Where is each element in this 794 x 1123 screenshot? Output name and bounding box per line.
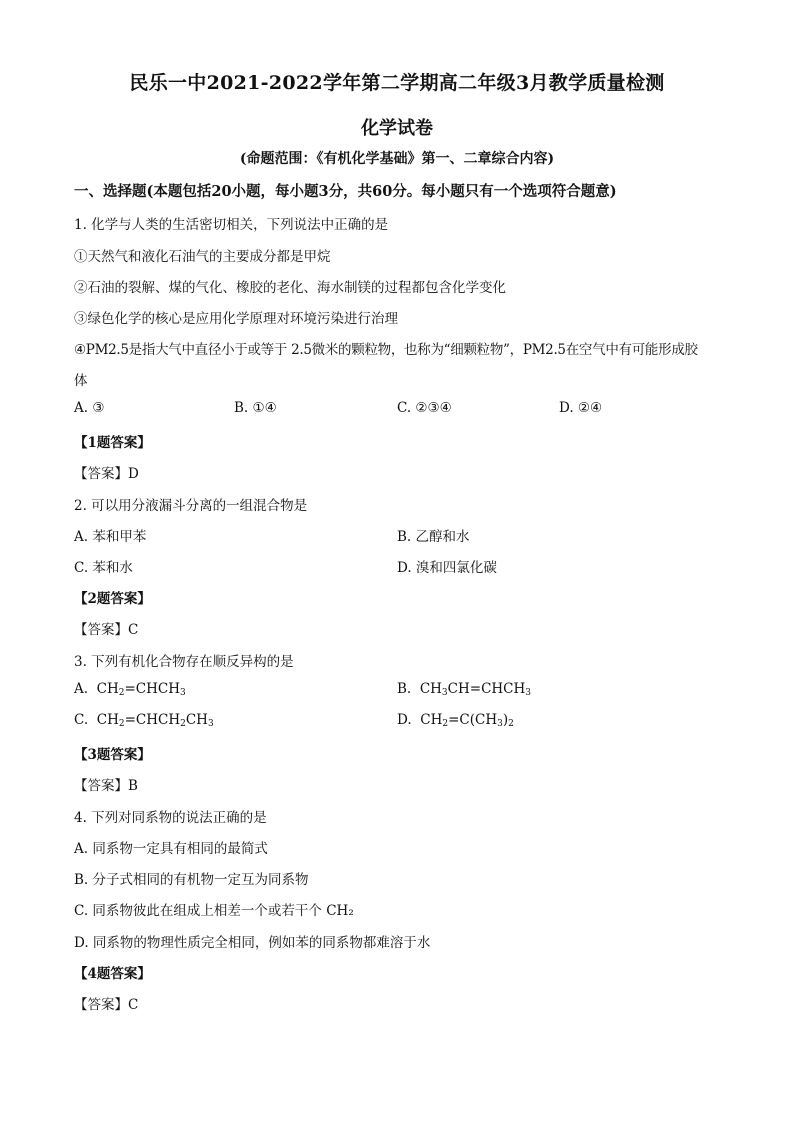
q2-answer: 【答案】C [74, 622, 139, 638]
q4-option-b: B. 分子式相同的有机物一定互为同系物 [74, 872, 309, 888]
q1-option-a: A. ③ [74, 400, 105, 416]
section-heading: 一、选择题(本题包括20小题，每小题3分，共60分。每小题只有一个选项符合题意) [74, 183, 617, 200]
q4-stem: 4. 下列对同系物的说法正确的是 [74, 810, 267, 826]
exam-subtitle: 化学试卷 [361, 118, 433, 139]
q2-option-d: D. 溴和四氯化碳 [397, 560, 497, 576]
q1-stem: 1. 化学与人类的生活密切相关，下列说法中正确的是 [74, 217, 389, 233]
q3-option-d: D. $CH_2=C(CH_3)_2$ [397, 712, 514, 729]
q1-statement-1: ①天然气和液化石油气的主要成分都是甲烷 [74, 249, 331, 265]
q3-answer-heading: 【3题答案】 [74, 747, 151, 763]
q1-statement-3: ③绿色化学的核心是应用化学原理对环境污染进行治理 [74, 311, 398, 327]
q1-statement-4: ④PM2.5是指大气中直径小于或等于 2.5微米的颗粒物，也称为“细颗粒物”，PM2.5在空气中有可能形成胶 [74, 342, 698, 358]
exam-range: (命题范围：《有机化学基础》第一、二章综合内容) [239, 151, 555, 167]
q2-answer-heading: 【2题答案】 [74, 591, 151, 607]
q3-option-c: C. $CH_2=CHCH_2CH_3$ [74, 712, 214, 729]
q2-option-a: A. 苯和甲苯 [74, 529, 147, 545]
q3-answer: 【答案】B [74, 778, 138, 794]
q2-option-b: B. 乙醇和水 [397, 529, 470, 545]
q1-statement-2: ②石油的裂解、煤的气化、橡胶的老化、海水制镁的过程都包含化学变化 [74, 280, 506, 296]
exam-title: 民乐一中2021-2022学年第二学期高二年级3月教学质量检测 [129, 72, 665, 94]
q4-option-a: A. 同系物一定具有相同的最简式 [74, 841, 268, 857]
q3-stem: 3. 下列有机化合物存在顺反异构的是 [74, 654, 294, 670]
q4-answer: 【答案】C [74, 997, 139, 1013]
q1-statement-4-cont: 体 [74, 373, 88, 389]
q3-option-b: B. $CH_3CH=CHCH_3$ [397, 681, 532, 698]
q1-option-d: D. ②④ [559, 400, 603, 416]
q1-option-c: C. ②③④ [397, 400, 452, 416]
q2-stem: 2. 可以用分液漏斗分离的一组混合物是 [74, 498, 308, 514]
q3-option-a: A. $CH_2=CHCH_3$ [74, 681, 186, 698]
q2-option-c: C. 苯和水 [74, 560, 133, 576]
q4-option-d: D. 同系物的物理性质完全相同，例如苯的同系物都难溶于水 [74, 935, 431, 951]
q1-option-b: B. ①④ [234, 400, 277, 416]
q4-option-c: C. 同系物彼此在组成上相差一个或若干个 CH₂ [74, 903, 354, 919]
q1-answer-heading: 【1题答案】 [74, 435, 151, 451]
q1-answer: 【答案】D [74, 466, 139, 482]
q4-answer-heading: 【4题答案】 [74, 966, 151, 982]
